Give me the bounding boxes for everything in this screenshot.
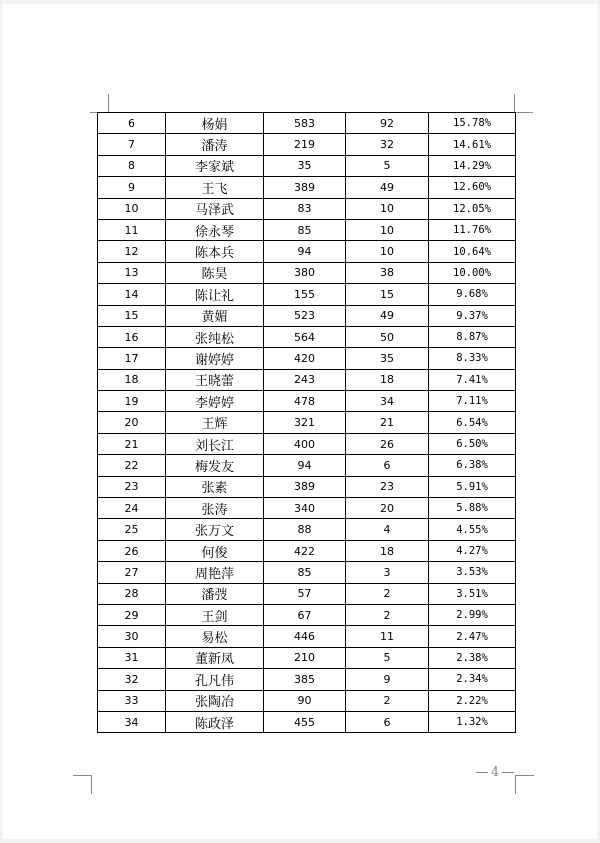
count-cell: 2: [346, 583, 429, 604]
name-cell: 谢婷婷: [166, 348, 264, 369]
name-cell: 张素: [166, 476, 264, 497]
rank-cell: 10: [98, 198, 166, 219]
total-cell: 422: [264, 540, 346, 561]
table-row: [98, 583, 516, 604]
name-cell: 陈政泽: [166, 711, 264, 732]
rank-cell: 8: [98, 155, 166, 176]
rank-cell: 11: [98, 219, 166, 240]
total-cell: 564: [264, 326, 346, 347]
percent-cell: 1.32%: [429, 711, 516, 732]
rank-cell: 19: [98, 391, 166, 412]
percent-cell: 2.22%: [429, 690, 516, 711]
table-row: [98, 219, 516, 240]
name-cell: 董新凤: [166, 647, 264, 668]
count-cell: 10: [346, 219, 429, 240]
count-cell: 11: [346, 626, 429, 647]
table-row: [98, 113, 516, 134]
name-cell: 王辉: [166, 412, 264, 433]
total-cell: 210: [264, 647, 346, 668]
name-cell: 梅发友: [166, 455, 264, 476]
count-cell: 18: [346, 369, 429, 390]
total-cell: 35: [264, 155, 346, 176]
count-cell: 21: [346, 412, 429, 433]
rank-cell: 31: [98, 647, 166, 668]
table-row: [98, 690, 516, 711]
count-cell: 18: [346, 540, 429, 561]
percent-cell: 2.47%: [429, 626, 516, 647]
rank-cell: 18: [98, 369, 166, 390]
ranking-table: [97, 112, 516, 733]
count-cell: 92: [346, 113, 429, 134]
name-cell: 张万文: [166, 519, 264, 540]
percent-cell: 11.76%: [429, 219, 516, 240]
name-cell: 刘长江: [166, 433, 264, 454]
count-cell: 34: [346, 391, 429, 412]
total-cell: 88: [264, 519, 346, 540]
percent-cell: 15.78%: [429, 113, 516, 134]
percent-cell: 12.05%: [429, 198, 516, 219]
percent-cell: 10.00%: [429, 262, 516, 283]
rank-cell: 6: [98, 113, 166, 134]
total-cell: 583: [264, 113, 346, 134]
rank-cell: 15: [98, 305, 166, 326]
count-cell: 10: [346, 241, 429, 262]
table-row: [98, 498, 516, 519]
rank-cell: 32: [98, 669, 166, 690]
rank-cell: 33: [98, 690, 166, 711]
count-cell: 49: [346, 305, 429, 326]
rank-cell: 25: [98, 519, 166, 540]
crop-mark-bottom-left: [73, 775, 92, 794]
total-cell: 94: [264, 241, 346, 262]
percent-cell: 6.54%: [429, 412, 516, 433]
table-row: [98, 647, 516, 668]
table-row: [98, 326, 516, 347]
name-cell: 张涛: [166, 498, 264, 519]
percent-cell: 2.99%: [429, 604, 516, 625]
table-row: [98, 348, 516, 369]
percent-cell: 14.61%: [429, 134, 516, 155]
rank-cell: 13: [98, 262, 166, 283]
count-cell: 9: [346, 669, 429, 690]
name-cell: 张纯松: [166, 326, 264, 347]
percent-cell: 7.41%: [429, 369, 516, 390]
percent-cell: 5.88%: [429, 498, 516, 519]
name-cell: 陈本兵: [166, 241, 264, 262]
table-row: [98, 519, 516, 540]
count-cell: 6: [346, 711, 429, 732]
total-cell: 340: [264, 498, 346, 519]
name-cell: 周艳萍: [166, 562, 264, 583]
count-cell: 3: [346, 562, 429, 583]
rank-cell: 34: [98, 711, 166, 732]
footer-dash-right: [502, 772, 514, 773]
rank-cell: 9: [98, 177, 166, 198]
name-cell: 王晓蕾: [166, 369, 264, 390]
page-footer: [470, 763, 520, 781]
name-cell: 张陶冶: [166, 690, 264, 711]
rank-cell: 21: [98, 433, 166, 454]
table-row: [98, 155, 516, 176]
ranking-table-body: [98, 113, 516, 733]
total-cell: 523: [264, 305, 346, 326]
total-cell: 57: [264, 583, 346, 604]
percent-cell: 2.34%: [429, 669, 516, 690]
name-cell: 潘弢: [166, 583, 264, 604]
total-cell: 385: [264, 669, 346, 690]
rank-cell: 24: [98, 498, 166, 519]
name-cell: 李家斌: [166, 155, 264, 176]
total-cell: 400: [264, 433, 346, 454]
rank-cell: 14: [98, 284, 166, 305]
table-row: [98, 540, 516, 561]
name-cell: 王剑: [166, 604, 264, 625]
total-cell: 90: [264, 690, 346, 711]
rank-cell: 23: [98, 476, 166, 497]
table-row: [98, 562, 516, 583]
percent-cell: 9.68%: [429, 284, 516, 305]
table-row: [98, 369, 516, 390]
rank-cell: 17: [98, 348, 166, 369]
percent-cell: 8.33%: [429, 348, 516, 369]
table-row: [98, 455, 516, 476]
count-cell: 2: [346, 604, 429, 625]
rank-cell: 12: [98, 241, 166, 262]
percent-cell: 4.55%: [429, 519, 516, 540]
total-cell: 85: [264, 219, 346, 240]
total-cell: 389: [264, 476, 346, 497]
name-cell: 李婷婷: [166, 391, 264, 412]
crop-mark-top-right: [514, 94, 533, 113]
name-cell: 徐永琴: [166, 219, 264, 240]
count-cell: 15: [346, 284, 429, 305]
table-row: [98, 305, 516, 326]
total-cell: 321: [264, 412, 346, 433]
page-number: 4: [490, 764, 500, 780]
count-cell: 20: [346, 498, 429, 519]
table-row: [98, 177, 516, 198]
total-cell: 420: [264, 348, 346, 369]
total-cell: 243: [264, 369, 346, 390]
table-row: [98, 626, 516, 647]
percent-cell: 6.38%: [429, 455, 516, 476]
table-row: [98, 604, 516, 625]
name-cell: 杨娟: [166, 113, 264, 134]
table-row: [98, 669, 516, 690]
footer-dash-left: [476, 772, 488, 773]
rank-cell: 28: [98, 583, 166, 604]
rank-cell: 26: [98, 540, 166, 561]
table-row: [98, 412, 516, 433]
table-row: [98, 198, 516, 219]
rank-cell: 27: [98, 562, 166, 583]
name-cell: 易松: [166, 626, 264, 647]
count-cell: 49: [346, 177, 429, 198]
rank-cell: 20: [98, 412, 166, 433]
name-cell: 黄媚: [166, 305, 264, 326]
table-row: [98, 711, 516, 732]
total-cell: 478: [264, 391, 346, 412]
count-cell: 23: [346, 476, 429, 497]
count-cell: 5: [346, 155, 429, 176]
percent-cell: 5.91%: [429, 476, 516, 497]
rank-cell: 29: [98, 604, 166, 625]
count-cell: 32: [346, 134, 429, 155]
name-cell: 马泽武: [166, 198, 264, 219]
table-row: [98, 241, 516, 262]
table-row: [98, 476, 516, 497]
rank-cell: 30: [98, 626, 166, 647]
count-cell: 26: [346, 433, 429, 454]
total-cell: 446: [264, 626, 346, 647]
percent-cell: 12.60%: [429, 177, 516, 198]
percent-cell: 7.11%: [429, 391, 516, 412]
total-cell: 67: [264, 604, 346, 625]
count-cell: 2: [346, 690, 429, 711]
total-cell: 389: [264, 177, 346, 198]
crop-mark-top-left: [90, 94, 109, 113]
total-cell: 83: [264, 198, 346, 219]
table-row: [98, 391, 516, 412]
percent-cell: 3.53%: [429, 562, 516, 583]
percent-cell: 9.37%: [429, 305, 516, 326]
count-cell: 6: [346, 455, 429, 476]
count-cell: 50: [346, 326, 429, 347]
name-cell: 陈让礼: [166, 284, 264, 305]
total-cell: 94: [264, 455, 346, 476]
table-row: [98, 262, 516, 283]
percent-cell: 10.64%: [429, 241, 516, 262]
rank-cell: 16: [98, 326, 166, 347]
table-row: [98, 433, 516, 454]
total-cell: 455: [264, 711, 346, 732]
count-cell: 4: [346, 519, 429, 540]
rank-cell: 22: [98, 455, 166, 476]
count-cell: 10: [346, 198, 429, 219]
count-cell: 35: [346, 348, 429, 369]
table-row: [98, 284, 516, 305]
rank-cell: 7: [98, 134, 166, 155]
total-cell: 380: [264, 262, 346, 283]
name-cell: 王飞: [166, 177, 264, 198]
total-cell: 155: [264, 284, 346, 305]
total-cell: 85: [264, 562, 346, 583]
total-cell: 219: [264, 134, 346, 155]
name-cell: 孔凡伟: [166, 669, 264, 690]
table-row: [98, 134, 516, 155]
count-cell: 38: [346, 262, 429, 283]
name-cell: 陈昊: [166, 262, 264, 283]
count-cell: 5: [346, 647, 429, 668]
percent-cell: 2.38%: [429, 647, 516, 668]
percent-cell: 6.50%: [429, 433, 516, 454]
name-cell: 潘涛: [166, 134, 264, 155]
percent-cell: 14.29%: [429, 155, 516, 176]
percent-cell: 3.51%: [429, 583, 516, 604]
name-cell: 何俊: [166, 540, 264, 561]
percent-cell: 8.87%: [429, 326, 516, 347]
percent-cell: 4.27%: [429, 540, 516, 561]
